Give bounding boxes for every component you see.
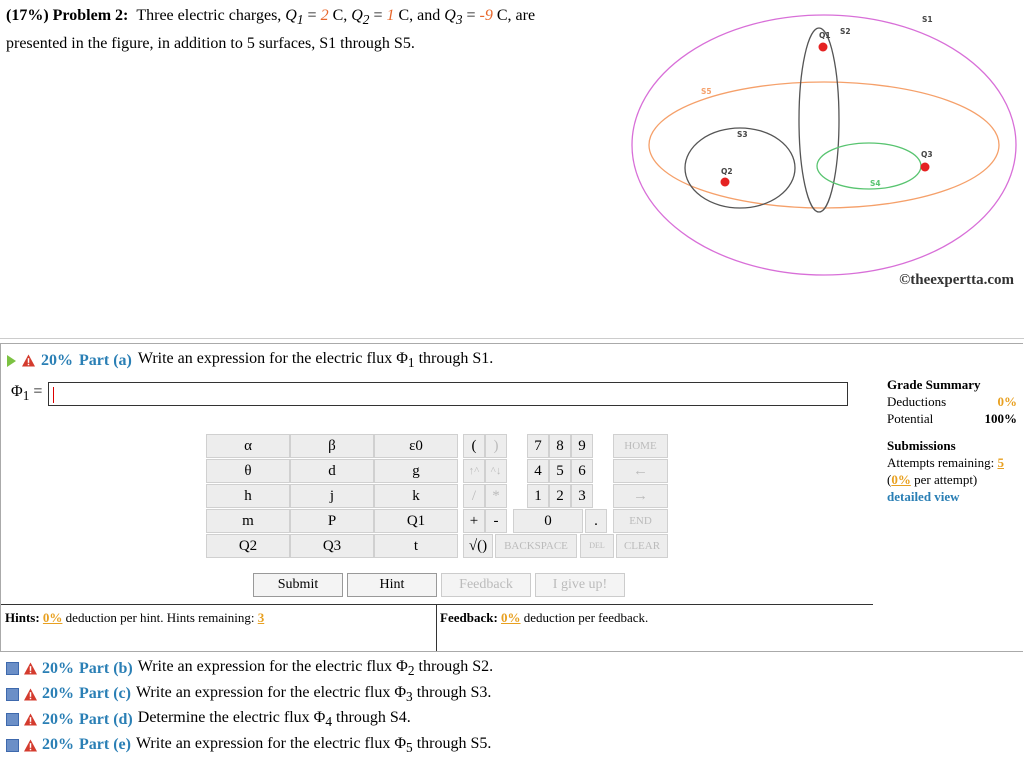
part-d-tail: through S4. [336, 709, 411, 726]
part-b-sub: 2 [408, 663, 415, 678]
key-g[interactable]: g [374, 459, 458, 483]
surfaces-figure [624, 0, 1020, 300]
problem-percent: (17%) [6, 7, 49, 24]
part-c-percent: 20% [42, 685, 74, 703]
warning-icon [22, 354, 35, 367]
key-q1[interactable]: Q1 [374, 509, 458, 533]
part-e-tail: through S5. [417, 735, 492, 752]
collapsed-part-icon [6, 688, 19, 701]
key-2[interactable]: 2 [549, 484, 571, 508]
give-up-button[interactable]: I give up! [535, 573, 625, 597]
problem-intro: Three electric charges, [136, 7, 281, 24]
hints-remaining: 3 [258, 610, 265, 625]
q3-sub: 3 [456, 12, 463, 27]
key-multiply[interactable]: * [485, 484, 507, 508]
copyright: ©theexpertta.com [899, 272, 1014, 289]
deductions-row [887, 393, 1017, 410]
label-q2: Q2 [721, 167, 733, 176]
key-7[interactable]: 7 [527, 434, 549, 458]
key-k[interactable]: k [374, 484, 458, 508]
key-j[interactable]: j [290, 484, 374, 508]
feedback-label: Feedback: [440, 610, 498, 625]
part-a-tail: through S1. [419, 350, 494, 367]
part-e-percent: 20% [42, 736, 74, 754]
label-s3: S3 [737, 130, 748, 139]
key-epsilon0[interactable]: ε0 [374, 434, 458, 458]
part-b-tail: through S2. [419, 658, 494, 675]
warning-icon [24, 739, 37, 752]
key-q3[interactable]: Q3 [290, 534, 374, 558]
key-end[interactable]: END [613, 509, 668, 533]
deductions-value: 0% [998, 393, 1018, 410]
label-q3: Q3 [921, 150, 933, 159]
key-close-paren[interactable]: ) [485, 434, 507, 458]
key-plus[interactable]: + [463, 509, 485, 533]
part-d-label: Part (d) [79, 711, 133, 729]
warning-icon [24, 662, 37, 675]
submissions-title: Submissions [887, 438, 956, 453]
key-right-arrow[interactable]: → [613, 484, 668, 508]
part-e-sub: 5 [406, 740, 413, 755]
warning-icon [24, 688, 37, 701]
warning-icon [24, 713, 37, 726]
key-open-paren[interactable]: ( [463, 434, 485, 458]
q2-sub: 2 [363, 12, 370, 27]
charge-q2 [721, 178, 730, 187]
problem-text-line2: presented in the figure, in addition to 5 surfaces, S1 through S5. [6, 35, 415, 52]
hints-separator [436, 605, 437, 651]
part-b-question [138, 658, 493, 679]
key-minus[interactable]: - [485, 509, 507, 533]
part-a-header [7, 350, 493, 371]
per-attempt-pct: 0% [891, 472, 911, 487]
part-c-question [136, 684, 491, 705]
attempts-value: 5 [997, 455, 1004, 470]
key-h[interactable]: h [206, 484, 290, 508]
answer-symbol: Φ [11, 383, 23, 400]
key-superscript[interactable]: ↑^ [463, 459, 485, 483]
key-left-arrow[interactable]: ← [613, 459, 668, 483]
part-c-row[interactable] [6, 682, 493, 708]
per-attempt-text: per attempt) [914, 472, 977, 487]
detailed-view-link[interactable]: detailed view [887, 489, 960, 504]
part-a-label: Part (a) [79, 352, 132, 370]
surface-s4 [817, 143, 921, 189]
problem-label: Problem 2: [53, 7, 129, 24]
feedback-pct: 0% [501, 610, 521, 625]
key-divide[interactable]: / [463, 484, 485, 508]
key-sqrt[interactable]: √() [463, 534, 493, 558]
key-alpha[interactable]: α [206, 434, 290, 458]
key-backspace[interactable]: BACKSPACE [495, 534, 577, 558]
q3-unit: C [497, 7, 508, 24]
label-s5: S5 [701, 87, 712, 96]
key-5[interactable]: 5 [549, 459, 571, 483]
part-c-text: Write an expression for the electric flux Φ [136, 684, 406, 701]
part-a-percent: 20% [41, 352, 73, 370]
problem-are: are [516, 7, 536, 24]
problem-statement: (17%) Problem 2: Three electric charges, $Q_1 = 2$ C, $Q_2 = 1$ C, and $Q_3 = -9$ C, are presented in the figure, in addition to 5 surfaces, S1 through S5. [6, 4, 606, 56]
problem-and: and [417, 7, 440, 24]
part-b-row[interactable] [6, 656, 493, 682]
key-m[interactable]: m [206, 509, 290, 533]
key-home[interactable]: HOME [613, 434, 668, 458]
label-s2: S2 [840, 27, 851, 36]
key-subscript[interactable]: ^↓ [485, 459, 507, 483]
submit-button[interactable]: Submit [253, 573, 343, 597]
feedback-text: deduction per feedback. [524, 610, 649, 625]
potential-label: Potential [887, 410, 933, 427]
key-q2[interactable]: Q2 [206, 534, 290, 558]
part-a-sub: 1 [408, 355, 415, 370]
key-0[interactable]: 0 [513, 509, 583, 533]
q3-value: -9 [480, 7, 493, 24]
part-a-question [138, 350, 493, 371]
charge-q1 [819, 43, 828, 52]
answer-sub: 1 [23, 389, 30, 404]
attempts-label: Attempts remaining: [887, 455, 994, 470]
part-d-question [138, 709, 411, 730]
key-del[interactable]: DEL [580, 534, 614, 558]
surface-s2 [799, 28, 839, 212]
answer-row [11, 382, 848, 406]
key-4[interactable]: 4 [527, 459, 549, 483]
potential-row [887, 410, 1017, 427]
part-b-percent: 20% [42, 660, 74, 678]
surface-s1 [632, 15, 1016, 275]
divider [0, 338, 1024, 339]
potential-value: 100% [985, 410, 1018, 427]
hints-pct: 0% [43, 610, 63, 625]
hints-feedback-bar [1, 604, 873, 651]
feedback-info [440, 610, 648, 626]
part-c-label: Part (c) [79, 685, 131, 703]
q1-unit: C [333, 7, 344, 24]
part-e-row[interactable] [6, 733, 493, 758]
part-d-percent: 20% [42, 711, 74, 729]
part-b-text: Write an expression for the electric flux Φ [138, 658, 408, 675]
part-b-label: Part (b) [79, 660, 133, 678]
feedback-button[interactable]: Feedback [441, 573, 531, 597]
part-e-label: Part (e) [79, 736, 131, 754]
part-a-panel [0, 343, 1023, 652]
label-s4: S4 [870, 179, 881, 188]
part-d-text: Determine the electric flux Φ [138, 709, 326, 726]
hints-info [5, 610, 264, 626]
key-beta[interactable]: β [290, 434, 374, 458]
collapsed-part-icon [6, 739, 19, 752]
part-c-tail: through S3. [417, 684, 492, 701]
part-e-text: Write an expression for the electric flux Φ [136, 735, 406, 752]
q1-symbol: Q [285, 7, 297, 24]
key-theta[interactable]: θ [206, 459, 290, 483]
key-9[interactable]: 9 [571, 434, 593, 458]
play-icon [7, 355, 16, 367]
key-decimal[interactable]: . [585, 509, 607, 533]
hints-label: Hints: [5, 610, 40, 625]
part-e-question [136, 735, 491, 756]
charge-q3 [921, 163, 930, 172]
q1-value: 2 [321, 7, 329, 24]
surface-s5 [649, 82, 999, 208]
key-6[interactable]: 6 [571, 459, 593, 483]
answer-label [11, 383, 42, 404]
text-caret [53, 387, 54, 403]
key-1[interactable]: 1 [527, 484, 549, 508]
hint-button[interactable]: Hint [347, 573, 437, 597]
deductions-label: Deductions [887, 393, 946, 410]
collapsed-part-icon [6, 713, 19, 726]
q2-value: 1 [387, 7, 395, 24]
q2-unit: C [399, 7, 410, 24]
part-a-text: Write an expression for the electric flux Φ [138, 350, 408, 367]
collapsed-part-icon [6, 662, 19, 675]
q1-sub: 1 [297, 12, 304, 27]
answer-input[interactable] [48, 382, 848, 406]
part-d-row[interactable] [6, 707, 493, 733]
answer-equals: = [33, 383, 42, 400]
key-3[interactable]: 3 [571, 484, 593, 508]
key-clear[interactable]: CLEAR [616, 534, 668, 558]
key-p[interactable]: P [290, 509, 374, 533]
label-s1: S1 [922, 15, 933, 24]
grade-summary: Grade Summary Deductions 0% Potential 100% Submissions Attempts remaining: 5 (0% per attempt) detailed view [887, 376, 1017, 505]
key-8[interactable]: 8 [549, 434, 571, 458]
key-d[interactable]: d [290, 459, 374, 483]
key-t[interactable]: t [374, 534, 458, 558]
grade-title: Grade Summary [887, 377, 981, 392]
part-d-sub: 4 [325, 714, 332, 729]
remaining-parts [6, 656, 493, 758]
part-c-sub: 3 [406, 689, 413, 704]
hints-text: deduction per hint. Hints remaining: [66, 610, 255, 625]
surface-s3 [685, 128, 795, 208]
label-q1: Q1 [819, 31, 831, 40]
